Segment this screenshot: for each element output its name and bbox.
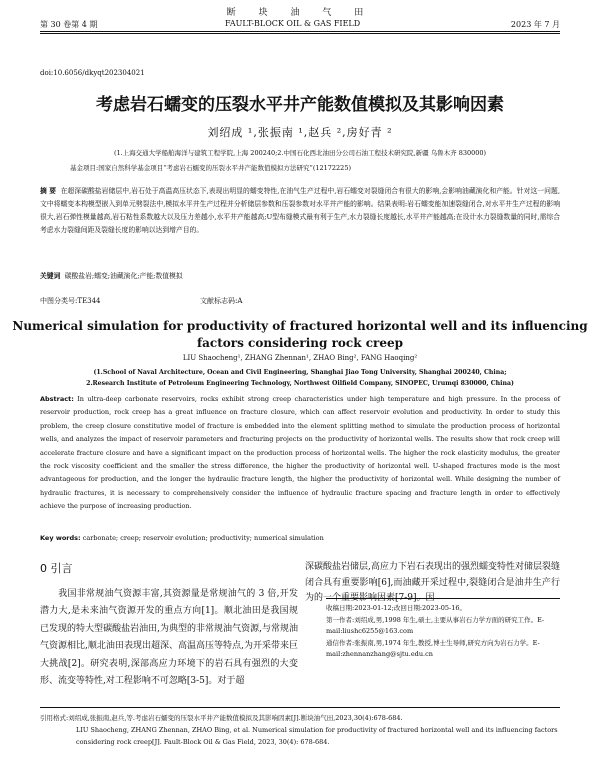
en-affiliation-2: 2.Research Institute of Petroleum Engineering Technology, Northwest Oilfield Company, SINOPEC, Urumqi 830000, China) [86, 380, 514, 387]
note-first-author: 第一作者:刘绍成,男,1998 年生,硕士,主要从事岩石力学方面的研究工作。E-mail:liushc6255@163.com [326, 615, 545, 635]
footnotes [326, 603, 560, 661]
cn-keywords [40, 270, 560, 280]
citation [40, 712, 560, 748]
en-keywords [40, 534, 560, 542]
journal-en-label: FAULT-BLOCK OIL & GAS FIELD [225, 19, 361, 28]
citation-rule [40, 707, 560, 708]
cn-abstract-text: 在超深碳酸盐岩储层中,岩石处于高温高压状态下,表现出明显的蠕变特性,在油气生产过程中,岩石蠕变对裂缝闭合有很大的影响,会影响油藏演化和产能。针对这一问题,文中将蠕变本构模型嵌入到单元劈裂法中,模拟水平井生产过程并分析储层参数和压裂参数对水平井产能的影响。结果表明:岩石蠕变能加速裂缝闭合,对水平井生产过程的影响很大,岩石弹性模量越高,岩石粘性系数越大以及压力差越小,水平井产能越高;U型布缝模式最有利于生产,水力裂缝长度越长,水平井产能越高;在设计水力裂缝数量的同时,需综合考虑水力裂缝间距及裂缝长度的影响以达到增产目的。 [40, 187, 561, 234]
citation-en: LIU Shaocheng, ZHANG Zhennan, ZHAO Bing, et al. Numerical simulation for productivity of fractured horizontal well and its influencing factors considering rock creep[J]. Fault-Block Oil & Gas Field, 2023, 30(4): 678-684. [76, 726, 558, 746]
cn-affiliation: (1.上海交通大学船舶海洋与建筑工程学院,上海 200240;2.中国石化西北油田分公司石油工程技术研究院,新疆 乌鲁木齐 830000) [113, 149, 487, 157]
en-abstract-text: In ultra-deep carbonate reservoirs, rocks exhibit strong creep characteristics under high temperature and high pressure. In the process of reservoir production, rock creep has a great influence on fracture closure, which can affect reservoir evolution and productivity. In order to study this problem, the creep closure constitutive model of fracture is embedded into the element splitting method to simulate the production process of horizontal wells, and analyzes the impact of reservoir parameters and fracturing projects on the productivity of horizontal wells. The results show that rock creep will accelerate fracture closure and have a significant impact on the production process of horizontal wells. The higher the rock elasticity modulus, the greater the rock viscosity coefficient and the smaller the stress difference, the higher the productivity of horizontal well. U-shaped fractures mode is the most advantageous for production, and the longer the hydraulic fracture length, the higher the productivity of horizontal well. While designing the number of hydraulic fractures, it is necessary to comprehensively consider the influence of hydraulic fracture spacing and fracture length in order to effectively achieve the purpose of increasing production. [40, 395, 560, 511]
cn-keywords-label: 关键词 [40, 272, 61, 280]
doc-code: 文献标志码:A [200, 297, 243, 305]
date-label: 2023 年 7 月 [510, 20, 560, 29]
cn-keywords-text: 碳酸盐岩;蠕变;油藏演化;产能;数值模拟 [64, 272, 183, 280]
citation-cn: 引用格式:刘绍成,张振南,赵兵,等.考虑岩石蠕变的压裂水平井产能数值模拟及其影响因素[J].断块油气田,2023,30(4):678-684. [40, 714, 403, 722]
en-abstract-label: Abstract: [40, 395, 74, 403]
cn-abstract-label: 摘 要 [40, 187, 57, 195]
cn-abstract [40, 185, 560, 237]
right-column-text: 深碳酸盐岩储层,高应力下岩石表现出的强烈蠕变特性对储层裂缝闭合具有重要影响[6],而油藏开采过程中,裂缝闭合是油井生产行为的一个重要影响因素[7-9]。因 [305, 562, 560, 603]
issue-label: 第 30 卷第 4 期 [40, 20, 98, 29]
en-keywords-label: Key words: [40, 534, 81, 542]
cn-authors: 刘绍成 ¹,张振南 ¹,赵兵 ²,房好青 ² [207, 126, 393, 139]
classification [40, 296, 560, 306]
en-authors: LIU Shaocheng¹, ZHANG Zhennan¹, ZHAO Bing², FANG Haoqing² [182, 354, 418, 362]
note-corresponding-author: 通信作者:张振南,男,1974 年生,教授,博士生导师,研究方向为岩石力学。E-mail:zhennanzhang@sjtu.edu.cn [326, 638, 540, 658]
header-rule-2 [40, 33, 560, 34]
en-abstract [40, 393, 560, 514]
cn-title: 考虑岩石蠕变的压裂水平井产能数值模拟及其影响因素 [96, 95, 504, 115]
en-title: Numerical simulation for productivity of fractured horizontal well and its influencing factors considering rock creep [12, 319, 588, 350]
cn-funding: 基金项目:国家自然科学基金项目“考虑岩石蠕变的压裂水平井产能数值模拟方法研究”(12172225) [70, 164, 351, 172]
header-rule [40, 31, 560, 32]
note-received: 收稿日期:2023-01-12;改回日期:2023-05-16。 [326, 604, 467, 612]
footnote-rule [326, 598, 560, 599]
doi: doi:10.6056/dkyqt202304021 [40, 69, 145, 77]
left-paragraph: 我国非常规油气资源丰富,其资源量是常规油气的 3 倍,开发潜力大,是未来油气资源开发的重点方向[1]。顺北油田是我国规已发现的特大型碳酸盐岩油田,为典型的非常规油气资源,与常规油气资源相比,顺北油田表现出超深、高温高压等特点,为开采带来巨大挑战[2]。研究表明,深部高应力环境下的岩石具有强烈的大变形、流变等特性,对工程影响不可忽略[3-5]。对于超 [40, 589, 298, 687]
clc-number: 中图分类号:TE344 [40, 297, 101, 305]
en-affiliation-1: (1.School of Naval Architecture, Ocean and Civil Engineering, Shanghai Jiao Tong University, Shanghai 200240, China; [93, 369, 507, 376]
left-column-text [40, 586, 298, 690]
section-title: 0 引言 [40, 562, 73, 575]
en-keywords-text: carbonate; creep; reservoir evolution; productivity; numerical simulation [82, 534, 324, 542]
journal-header-title: 断 块 油 气 田 [226, 8, 374, 18]
en-affiliation [0, 367, 600, 389]
